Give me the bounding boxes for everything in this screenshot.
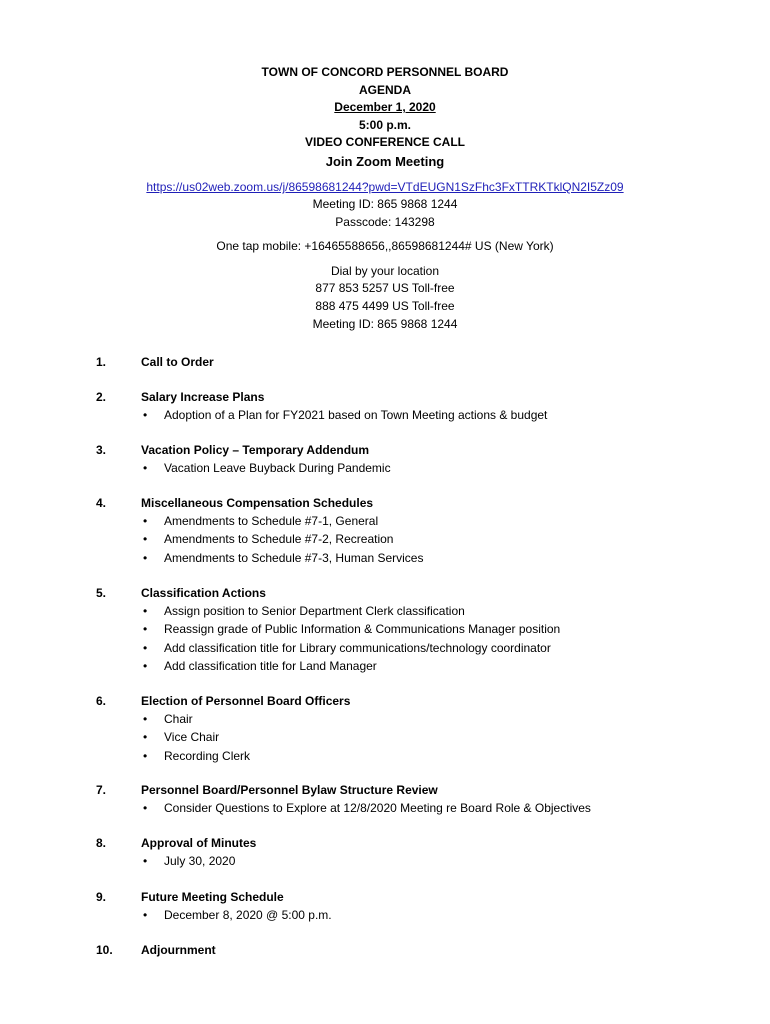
bullet-icon: • xyxy=(143,408,148,422)
list-item: • Assign position to Senior Department Clerk classification xyxy=(141,602,560,620)
item-bullets xyxy=(141,799,591,817)
list-item: • Recording Clerk xyxy=(141,747,250,765)
meeting-date: December 1, 2020 xyxy=(334,100,436,115)
passcode: Passcode: 143298 xyxy=(335,214,435,229)
meeting-id-2: Meeting ID: 865 9868 1244 xyxy=(312,316,458,331)
item-number: 4. xyxy=(96,496,107,510)
bullet-icon: • xyxy=(143,854,148,868)
bullet-icon: • xyxy=(143,550,148,565)
call-type: VIDEO CONFERENCE CALL xyxy=(304,135,465,150)
item-number: 3. xyxy=(96,443,107,457)
list-item: • Amendments to Schedule #7-1, General xyxy=(141,512,423,530)
item-number: 2. xyxy=(96,390,107,404)
list-item: • Amendments to Schedule #7-3, Human Services xyxy=(141,549,423,567)
tollfree-number-1: 877 853 5257 US Toll-free xyxy=(315,281,455,296)
bullet-icon: • xyxy=(143,514,148,528)
meeting-id: Meeting ID: 865 9868 1244 xyxy=(312,196,458,211)
bullet-icon: • xyxy=(143,658,148,673)
bullet-icon: • xyxy=(143,908,148,922)
one-tap-mobile: One tap mobile: +16465588656,,86598681244# US (New York) xyxy=(216,239,554,254)
agenda-header xyxy=(0,64,770,333)
item-title: Approval of Minutes xyxy=(141,836,257,850)
list-item: • Adoption of a Plan for FY2021 based on Town Meeting actions & budget xyxy=(141,406,547,424)
item-number: 8. xyxy=(96,836,107,850)
item-bullets xyxy=(141,459,391,477)
bullet-icon: • xyxy=(143,801,148,815)
list-item: • Consider Questions to Explore at 12/8/2020 Meeting re Board Role & Objectives xyxy=(141,799,591,817)
list-item: • December 8, 2020 @ 5:00 p.m. xyxy=(141,906,332,924)
doc-type: AGENDA xyxy=(358,82,411,97)
list-item: • Reassign grade of Public Information & Communications Manager position xyxy=(141,620,560,638)
item-title: Adjournment xyxy=(141,943,216,957)
item-number: 5. xyxy=(96,586,107,600)
list-item: • Add classification title for Library communications/technology coordinator xyxy=(141,639,560,657)
item-number: 6. xyxy=(96,694,107,708)
bullet-icon: • xyxy=(143,640,148,655)
zoom-link[interactable]: https://us02web.zoom.us/j/86598681244?pwd=VTdEUGN1SzFhc3FxTTRKTklQN2I5Zz09 xyxy=(146,179,624,194)
item-title: Election of Personnel Board Officers xyxy=(141,694,351,708)
tollfree-number-2: 888 475 4499 US Toll-free xyxy=(315,298,455,313)
join-zoom-heading: Join Zoom Meeting xyxy=(325,153,445,169)
item-number: 1. xyxy=(96,355,107,369)
list-item: • Amendments to Schedule #7-2, Recreation xyxy=(141,530,423,548)
list-item: • Chair xyxy=(141,710,250,728)
meeting-time: 5:00 p.m. xyxy=(358,117,412,132)
item-title: Salary Increase Plans xyxy=(141,390,265,404)
item-number: 9. xyxy=(96,890,107,904)
item-number: 7. xyxy=(96,783,107,797)
item-title: Personnel Board/Personnel Bylaw Structure Review xyxy=(141,783,438,797)
list-item: • Vice Chair xyxy=(141,728,250,746)
bullet-icon: • xyxy=(143,604,148,618)
item-title: Vacation Policy – Temporary Addendum xyxy=(141,443,370,457)
list-item: • Vacation Leave Buyback During Pandemic xyxy=(141,459,391,477)
item-number: 10. xyxy=(96,943,113,957)
item-bullets xyxy=(141,710,250,765)
item-title: Call to Order xyxy=(141,355,214,369)
bullet-icon: • xyxy=(143,748,148,763)
item-bullets xyxy=(141,406,547,424)
bullet-icon: • xyxy=(143,730,148,745)
list-item: • July 30, 2020 xyxy=(141,852,235,870)
bullet-icon: • xyxy=(143,622,148,637)
bullet-icon: • xyxy=(143,712,148,726)
item-title: Classification Actions xyxy=(141,586,266,600)
item-bullets xyxy=(141,512,423,567)
item-bullets xyxy=(141,906,332,924)
item-bullets xyxy=(141,602,560,675)
item-title: Future Meeting Schedule xyxy=(141,890,284,904)
bullet-icon: • xyxy=(143,532,148,547)
item-title: Miscellaneous Compensation Schedules xyxy=(141,496,374,510)
bullet-icon: • xyxy=(143,461,148,475)
dial-label: Dial by your location xyxy=(330,263,440,278)
list-item: • Add classification title for Land Manager xyxy=(141,657,560,675)
item-bullets xyxy=(141,852,235,870)
org-name: TOWN OF CONCORD PERSONNEL BOARD xyxy=(261,65,509,79)
